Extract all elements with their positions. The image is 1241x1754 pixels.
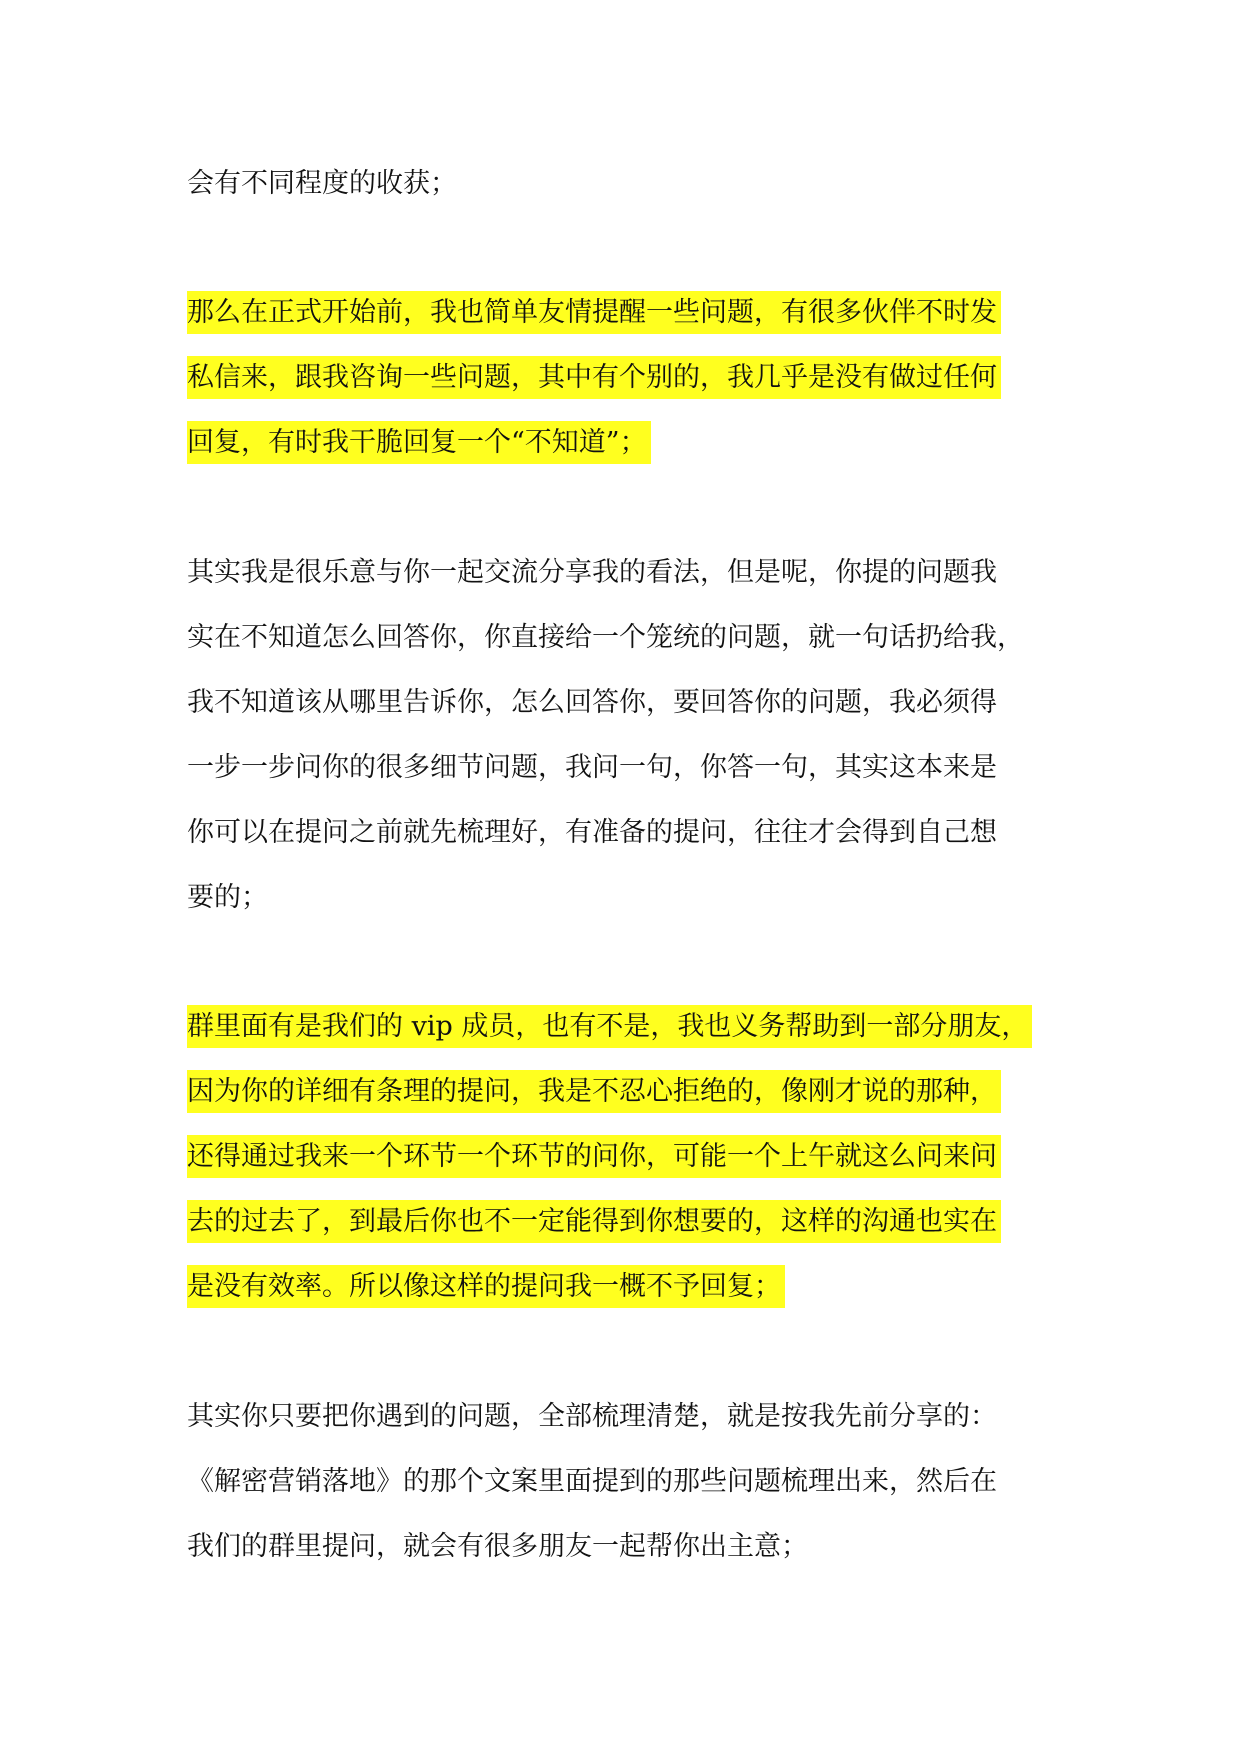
text-line: 去的过去了，到最后你也不一定能得到你想要的，这样的沟通也实在 (187, 1189, 1052, 1254)
text-line: 其实我是很乐意与你一起交流分享我的看法，但是呢，你提的问题我 (187, 557, 997, 588)
text-line: 我不知道该从哪里告诉你，怎么回答你，要回答你的问题，我必须得 (187, 687, 997, 718)
paragraph-2-highlighted (187, 280, 1052, 475)
paragraph-3 (187, 540, 1052, 930)
paragraph-4-highlighted (187, 994, 1052, 1319)
text-line: 群里面有是我们的 vip 成员，也有不是，我也义务帮助到一部分朋友， (187, 994, 1052, 1059)
text-line: 回复，有时我干脆回复一个“不知道”； (187, 410, 1052, 475)
text-line: 私信来，跟我咨询一些问题，其中有个别的，我几乎是没有做过任何 (187, 345, 1052, 410)
text-line: 那么在正式开始前，我也简单友情提醒一些问题，有很多伙伴不时发 (187, 280, 1052, 345)
text-line: 因为你的详细有条理的提问，我是不忍心拒绝的，像刚才说的那种， (187, 1059, 1052, 1124)
paragraph-5 (187, 1384, 1052, 1579)
paragraph-1 (187, 151, 1052, 216)
text-line: 实在不知道怎么回答你，你直接给一个笼统的问题，就一句话扔给我， (187, 622, 1024, 653)
text-line: 我们的群里提问，就会有很多朋友一起帮你出主意； (187, 1531, 808, 1562)
text-line: 你可以在提问之前就先梳理好，有准备的提问，往往才会得到自己想 (187, 817, 997, 848)
text-line: 一步一步问你的很多细节问题，我问一句，你答一句，其实这本来是 (187, 752, 997, 783)
text-line: 是没有效率。所以像这样的提问我一概不予回复； (187, 1254, 1052, 1319)
text-line: 《解密营销落地》的那个文案里面提到的那些问题梳理出来，然后在 (187, 1466, 997, 1497)
text-line: 要的； (187, 882, 268, 913)
text-line: 还得通过我来一个环节一个环节的问你，可能一个上午就这么问来问 (187, 1124, 1052, 1189)
text-line: 会有不同程度的收获； (187, 168, 457, 199)
text-line: 其实你只要把你遇到的问题，全部梳理清楚，就是按我先前分享的： (187, 1401, 997, 1432)
